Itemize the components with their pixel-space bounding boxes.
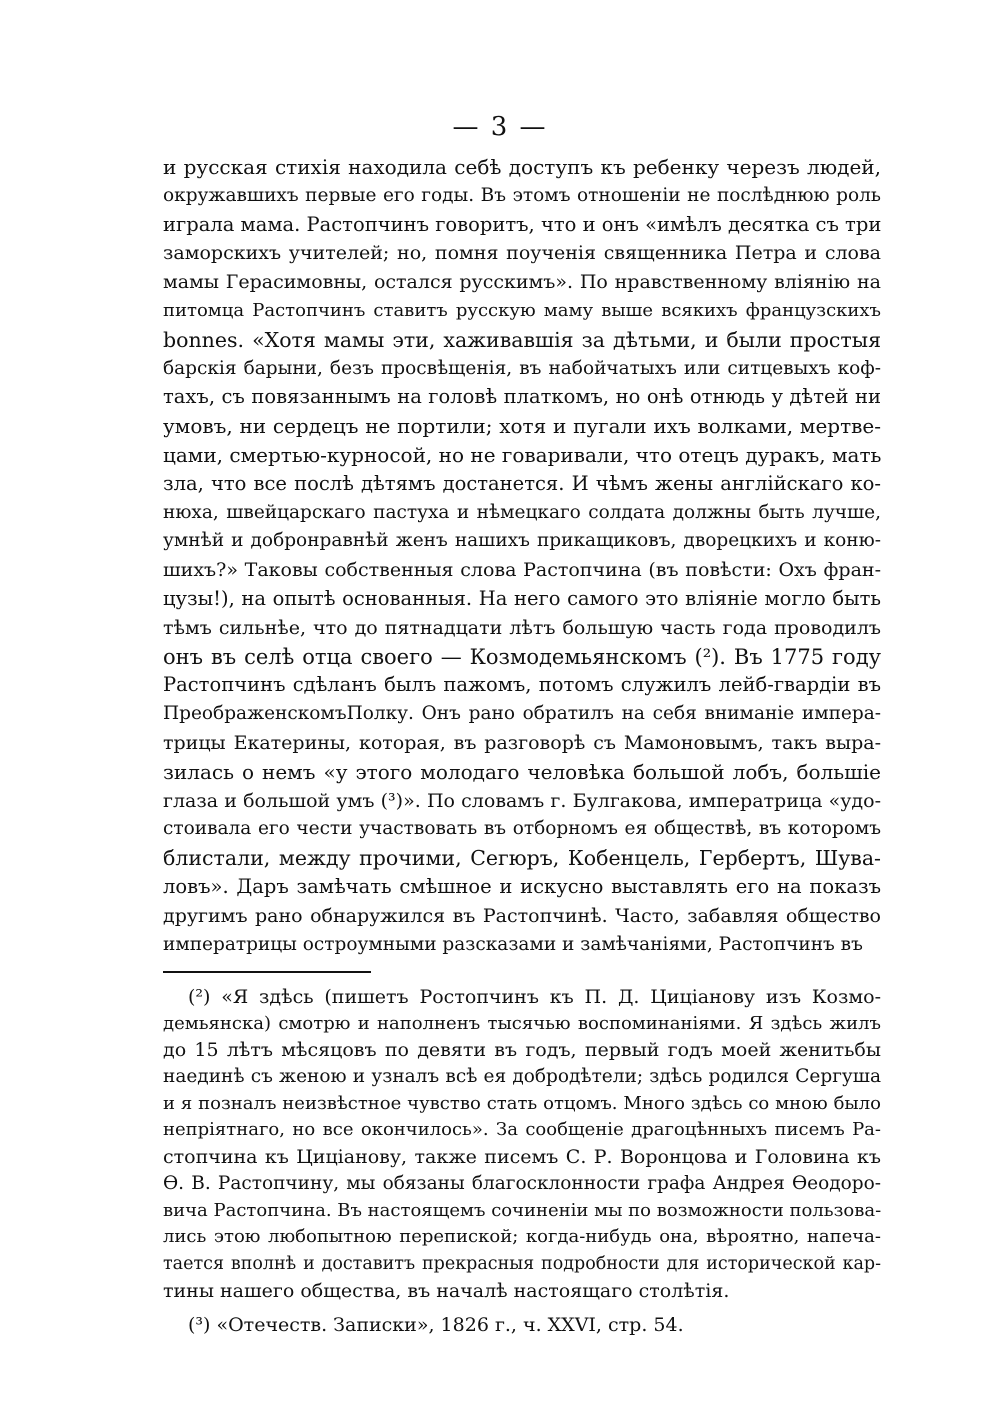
text-line: нюха, швейцарскаго пастуха и нѣмецкаго солдата должны быть лучше, — [163, 501, 881, 523]
text-line: заморскихъ учителей; но, помня поученія священника Петра и слова — [163, 242, 881, 265]
text-line: умнѣй и добронравнѣй женъ нашихъ прикащиковъ, дворецкихъ и коню- — [163, 530, 881, 552]
text-line: и русская стихія находила себѣ доступъ къ ребенку черезъ людей, — [163, 155, 881, 179]
text-line: ПреображенскомъПолку. Онъ рано обратилъ на себя вниманіе импера- — [163, 703, 881, 725]
text-line: шихъ?» Таковы собственныя слова Растопчина (въ повѣсти: Охъ фран- — [163, 559, 881, 582]
text-line: bonnes. «Хотя мамы эти, хаживавшія за дѣтьми, и были простыя — [163, 327, 881, 352]
text-line: цузы!), на опытѣ основанныя. На него самого это вліяніе могло быть — [163, 586, 881, 610]
page-number: — 3 — — [452, 112, 548, 142]
text-line: Растопчинъ сдѣланъ былъ пажомъ, потомъ служилъ лейб-гвардіи въ — [163, 673, 881, 697]
footnote-line: вича Растопчина. Въ настоящемъ сочиненіи мы по возможности пользова- — [163, 1199, 882, 1221]
footnote-line: (²) «Я здѣсь (пишетъ Ростопчинъ къ П. Д. Циціанову изъ Козмо- — [188, 986, 881, 1008]
footnotes — [163, 984, 881, 1339]
footnote-line: непріятнаго, но все окончилось». За сообщеніе драгоцѣнныхъ писемъ Ра- — [163, 1119, 881, 1141]
text-line: стоивала его чести участвовать въ отборномъ ея обществѣ, въ которомъ — [163, 818, 881, 840]
footnote-line: тается вполнѣ и доставитъ прекрасныя подробности для исторической кар- — [163, 1253, 881, 1274]
text-line: другимъ рано обнаружился въ Растопчинѣ. Часто, забавляя общество — [163, 904, 881, 927]
text-line: питомца Растопчинъ ставитъ русскую маму выше всякихъ французскихъ — [163, 299, 881, 321]
footnote-line: демьянска) смотрю и наполненъ тысячью воспоминаніями. Я здѣсь жилъ — [163, 1012, 881, 1034]
footnote-line: до 15 лѣтъ мѣсяцовъ по девяти въ годъ, первый годъ моей женитьбы — [163, 1039, 881, 1062]
text-line: императрицы остроумными разсказами и замѣчаніями, Растопчинъ въ — [163, 933, 863, 955]
text-line: окружавшихъ первые его годы. Въ этомъ отношеніи не послѣднюю роль — [163, 184, 881, 206]
text-line: тѣмъ сильнѣе, что до пятнадцати лѣтъ большую часть года проводилъ — [163, 616, 881, 639]
footnote-line: и я позналъ неизвѣстное чувство стать отцомъ. Много здѣсь со мною было — [163, 1092, 881, 1114]
footnote-line: тины нашего общества, въ началѣ настоящаго столѣтія. — [163, 1279, 730, 1302]
text-line: глаза и большой умъ (³)». По словамъ г. Булгакова, императрица «удо- — [163, 789, 881, 812]
main-text — [163, 153, 881, 959]
text-line: ловъ». Даръ замѣчать смѣшное и искусно выставлять его на показъ — [163, 874, 881, 898]
text-line: блистали, между прочими, Сегюръ, Кобенцель, Гербертъ, Шува- — [163, 846, 881, 871]
text-line: играла мама. Растопчинъ говоритъ, что и онъ «имѣлъ десятка съ три — [163, 212, 882, 236]
text-line: онъ въ селѣ отца своего — Козмодемьянскомъ (²). Въ 1775 году — [163, 644, 881, 669]
footnote-3: (³) «Отечеств. Записки», 1826 г., ч. XXVI, стр. 54. — [188, 1314, 684, 1337]
text-line: цами, смертью-курносой, но не говаривали, что отецъ дуракъ, мать — [163, 442, 882, 467]
text-line: мамы Герасимовны, остался русскимъ». По нравственному вліянію на — [163, 271, 881, 294]
footnote-line: Ѳ. В. Растопчину, мы обязаны благосклонности графа Андрея Ѳеодоро- — [163, 1172, 881, 1194]
footnote-line: лись этою любопытною перепиской; когда-нибудь она, вѣроятно, напеча- — [163, 1226, 881, 1248]
text-line: трицы Екатерины, которая, въ разговорѣ съ Мамоновымъ, такъ выра- — [163, 731, 881, 754]
footnote-line: наединѣ съ женою и узналъ всѣ ея добродѣтели; здѣсь родился Сергуша — [163, 1066, 881, 1088]
footnote-line: стопчина къ Циціанову, также писемъ С. Р. Воронцова и Головина къ — [163, 1146, 881, 1169]
text-line: зилась о немъ «у этого молодаго человѣка большой лобъ, большіе — [163, 759, 881, 784]
text-line: тахъ, съ повязаннымъ на головѣ платкомъ, но онѣ отнюдь у дѣтей ни — [163, 385, 881, 409]
text-line: зла, что все послѣ дѣтямъ достанется. И чѣмъ жены англійскаго ко- — [163, 471, 881, 495]
text-line: барскія барыни, безъ просвѣщенія, въ набойчатыхъ или ситцевыхъ коф- — [163, 357, 881, 379]
text-line: умовъ, ни сердецъ не портили; хотя и пугали ихъ волками, мертве- — [163, 414, 881, 439]
footnote-divider — [163, 971, 371, 973]
